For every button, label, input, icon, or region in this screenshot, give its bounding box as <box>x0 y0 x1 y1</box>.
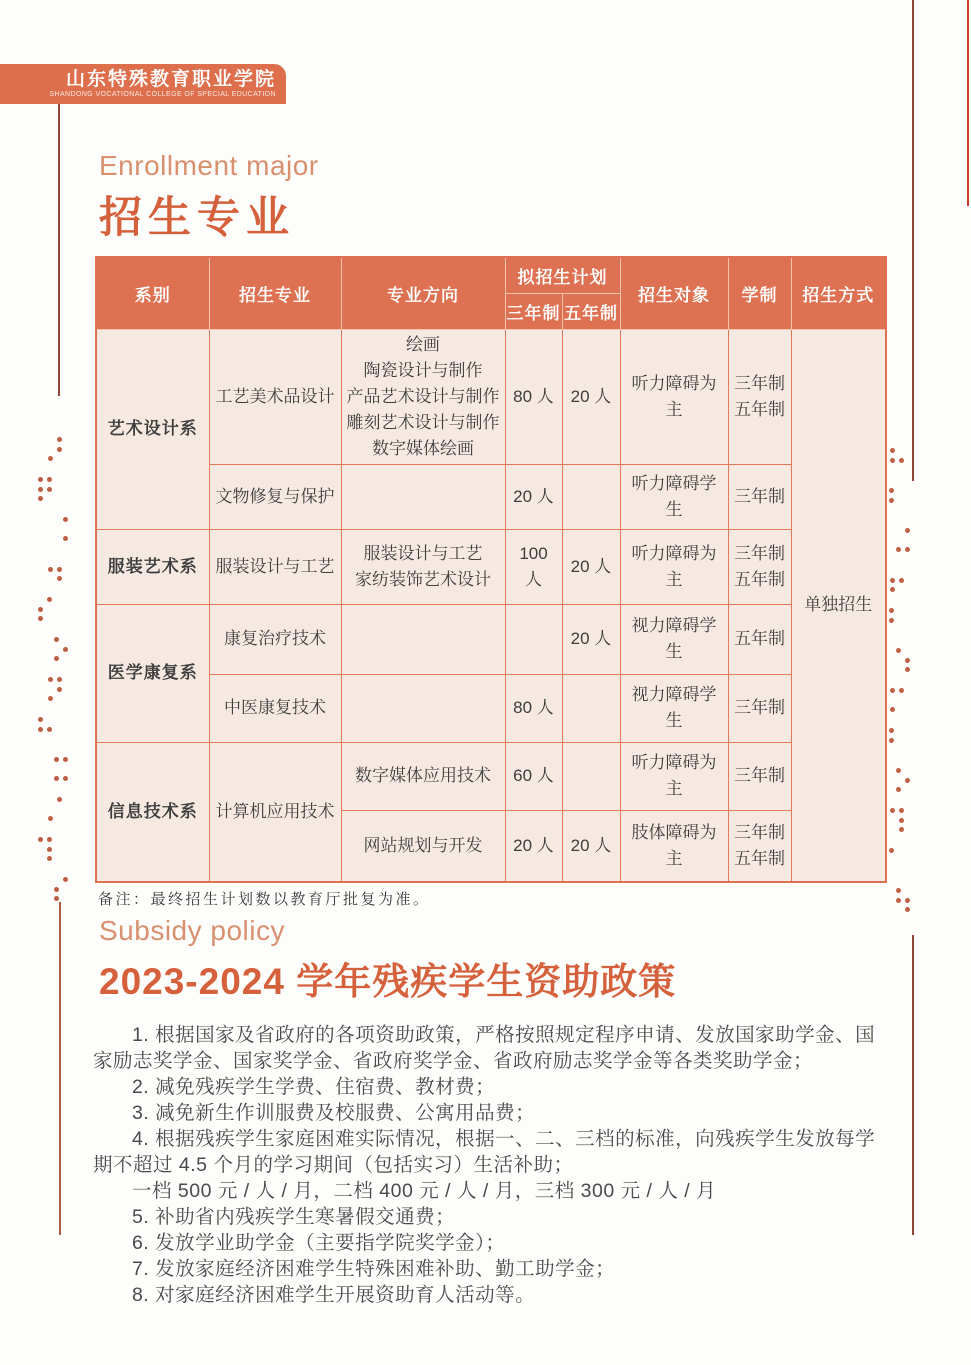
decorative-line-left-bottom <box>59 902 61 1235</box>
col-header-target: 招生对象 <box>620 257 728 329</box>
table-row <box>96 529 886 604</box>
college-name-zh: 山东特殊教育职业学院 <box>65 68 276 90</box>
cell-plan5 <box>562 464 620 529</box>
cell-years: 三年制 五年制 <box>728 329 791 464</box>
table-row <box>96 604 886 674</box>
cell-major: 服装设计与工艺 <box>209 529 341 604</box>
enrollment-major-title: 招生专业 <box>99 194 295 242</box>
table-row <box>96 742 886 810</box>
cell-target: 听力障碍为主 <box>620 329 728 464</box>
college-logo-banner <box>0 64 286 104</box>
col-header-plan: 拟招生计划 <box>505 257 620 293</box>
cell-direction <box>341 674 505 742</box>
cell-dept-art: 艺术设计系 <box>96 329 209 529</box>
cell-plan5 <box>562 674 620 742</box>
cell-target: 听力障碍为主 <box>620 529 728 604</box>
policy-item: 一档 500 元 / 人 / 月，二档 400 元 / 人 / 月，三档 300 元 / 人 / 月 <box>132 1180 717 1202</box>
cell-years: 三年制 <box>728 464 791 529</box>
cell-years: 三年制 <box>728 742 791 810</box>
cell-major: 计算机应用技术 <box>209 742 341 882</box>
college-name-en: SHANDONG VOCATIONAL COLLEGE OF SPECIAL EDUCATION <box>49 90 276 98</box>
subsidy-policy-list <box>93 1022 888 1308</box>
cell-plan3: 80 人 <box>505 674 562 742</box>
cell-plan3: 60 人 <box>505 742 562 810</box>
col-header-major: 招生专业 <box>209 257 341 329</box>
cell-direction <box>341 464 505 529</box>
cell-target: 听力障碍为主 <box>620 742 728 810</box>
cell-plan5: 20 人 <box>562 810 620 882</box>
cell-years: 三年制 <box>728 674 791 742</box>
decorative-line-right-top <box>912 0 914 481</box>
policy-item: 4. 根据残疾学生家庭困难实际情况，根据一、二、三档的标准，向残疾学生发放每学期不超过 4.5 个月的学习期间（包括实习）生活补助； <box>93 1128 876 1176</box>
cell-years: 三年制 五年制 <box>728 529 791 604</box>
cell-years: 三年制 五年制 <box>728 810 791 882</box>
subsidy-policy-title: 2023-2024 学年残疾学生资助政策 <box>99 961 677 1002</box>
cell-plan3: 80 人 <box>505 329 562 464</box>
cell-plan5: 20 人 <box>562 604 620 674</box>
cell-major: 工艺美术品设计 <box>209 329 341 464</box>
cell-dept-medical: 医学康复系 <box>96 604 209 742</box>
cell-direction <box>341 604 505 674</box>
decorative-line-right-bottom <box>912 935 914 1235</box>
table-row <box>96 464 886 529</box>
table-row <box>96 674 886 742</box>
cell-plan3: 20 人 <box>505 464 562 529</box>
cell-major: 中医康复技术 <box>209 674 341 742</box>
policy-item: 2. 减免残疾学生学费、住宿费、教材费； <box>132 1076 496 1098</box>
cell-dept-fashion: 服装艺术系 <box>96 529 209 604</box>
cell-plan3: 100 人 <box>505 529 562 604</box>
cell-method: 单独招生 <box>791 329 886 882</box>
col-header-five-year: 五年制 <box>562 293 620 329</box>
policy-item: 5. 补助省内残疾学生寒暑假交通费； <box>132 1206 456 1228</box>
policy-item: 1. 根据国家及省政府的各项资助政策，严格按照规定程序申请、发放国家助学金、国家励志奖学金、国家奖学金、省政府奖学金、省政府励志奖学金等各类奖助学金； <box>93 1024 876 1072</box>
cell-major: 康复治疗技术 <box>209 604 341 674</box>
col-header-three-year: 三年制 <box>505 293 562 329</box>
cell-direction: 网站规划与开发 <box>341 810 505 882</box>
col-header-dept: 系别 <box>96 257 209 329</box>
cell-plan5: 20 人 <box>562 329 620 464</box>
policy-item: 6. 发放学业助学金（主要指学院奖学金）； <box>132 1232 506 1254</box>
cell-target: 肢体障碍为主 <box>620 810 728 882</box>
page-edge-red-line <box>967 0 969 206</box>
cell-years: 五年制 <box>728 604 791 674</box>
enrollment-major-subtitle: Enrollment major <box>99 150 319 181</box>
cell-target: 听力障碍学生 <box>620 464 728 529</box>
cell-target: 视力障碍学生 <box>620 604 728 674</box>
table-note: 备注：最终招生计划数以教育厅批复为准。 <box>98 891 431 908</box>
cell-direction: 数字媒体应用技术 <box>341 742 505 810</box>
decorative-line-left-top <box>58 104 60 396</box>
cell-plan3: 20 人 <box>505 810 562 882</box>
policy-item: 8. 对家庭经济困难学生开展资助育人活动等。 <box>132 1284 536 1306</box>
col-header-schooling: 学制 <box>728 257 791 329</box>
policy-item: 7. 发放家庭经济困难学生特殊困难补助、勤工助学金； <box>132 1258 616 1280</box>
col-header-direction: 专业方向 <box>341 257 505 329</box>
cell-major: 文物修复与保护 <box>209 464 341 529</box>
col-header-method: 招生方式 <box>791 257 886 329</box>
cell-plan5: 20 人 <box>562 529 620 604</box>
cell-plan5 <box>562 742 620 810</box>
cell-direction: 服装设计与工艺 家纺装饰艺术设计 <box>341 529 505 604</box>
braille-dots-left <box>38 437 69 917</box>
cell-direction: 绘画 陶瓷设计与制作 产品艺术设计与制作 雕刻艺术设计与制作 数字媒体绘画 <box>341 329 505 464</box>
cell-dept-it: 信息技术系 <box>96 742 209 882</box>
cell-target: 视力障碍学生 <box>620 674 728 742</box>
table-row <box>96 329 886 464</box>
subsidy-policy-subtitle: Subsidy policy <box>99 915 285 946</box>
policy-item: 3. 减免新生作训服费及校服费、公寓用品费； <box>132 1102 536 1124</box>
cell-plan3 <box>505 604 562 674</box>
enrollment-table <box>95 256 887 883</box>
